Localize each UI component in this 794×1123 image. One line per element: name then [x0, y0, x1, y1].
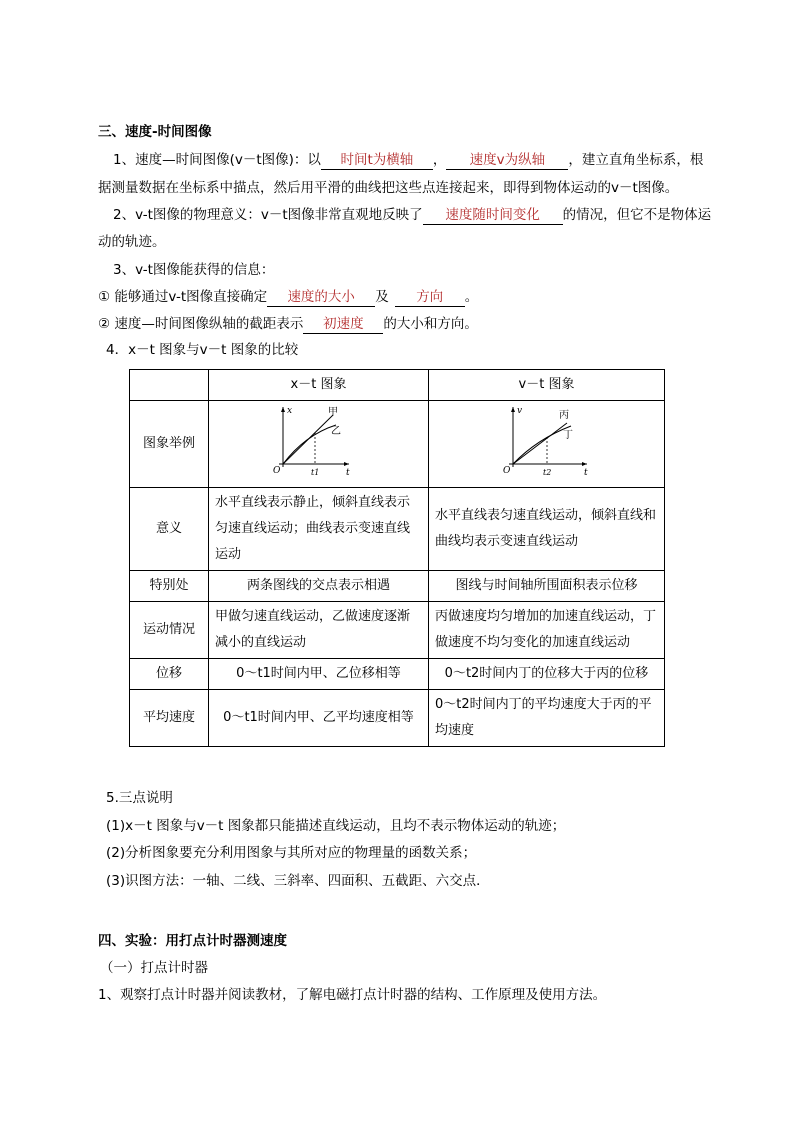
- section4-subheading: （一）打点计时器: [100, 960, 208, 976]
- xt-graph: [209, 401, 428, 477]
- cell-motion-vt: 丙做速度均匀增加的加速直线运动，丁做速度不均匀变化的加速直线运动: [429, 602, 665, 659]
- table-row: [130, 690, 665, 747]
- vt-line-bing: [513, 423, 567, 464]
- note-1: (1)x－t 图象与v－t 图象都只能描述直线运动，且均不表示物体运动的轨迹；: [106, 818, 566, 834]
- xt-origin: O: [273, 466, 281, 476]
- paragraph-3: 3、v-t图像能获得的信息：: [113, 262, 275, 278]
- answer-time-axis: 时间t为横轴: [321, 151, 433, 170]
- row-label: 意义: [130, 488, 209, 571]
- header-xt: x－t 图象: [209, 370, 429, 401]
- table-row: [130, 602, 665, 659]
- notes-title: 5.三点说明: [106, 790, 173, 806]
- row-label: 图象举例: [130, 401, 209, 488]
- paragraph-2-cont: 动的轨迹。: [98, 234, 166, 250]
- paragraph-1: 1、速度—时间图像(v－t图像)：以 时间t为横轴 ， 速度v为纵轴 ，建立直角坐标系，根: [113, 152, 704, 168]
- cell-special-vt: 图线与时间轴所围面积表示位移: [429, 571, 665, 602]
- table-corner-cell: [130, 370, 209, 401]
- row-label: 位移: [130, 659, 209, 690]
- xt-curve-yi: [283, 425, 336, 464]
- table-row: [130, 659, 665, 690]
- row-label: 特别处: [130, 571, 209, 602]
- paragraph-4: ① 能够通过v-t图像直接确定 速度的大小 及 方向 。: [98, 289, 479, 305]
- xt-x-arrow: [281, 407, 285, 412]
- section4-paragraph-1: 1、观察打点计时器并阅读教材，了解电磁打点计时器的结构、工作原理及使用方法。: [98, 987, 607, 1003]
- vt-origin: O: [503, 466, 511, 476]
- cell-motion-xt: 甲做匀速直线运动，乙做速度逐渐减小的直线运动: [209, 602, 429, 659]
- section3-heading: 三、速度-时间图像: [98, 124, 212, 140]
- paragraph-1-cont: 据测量数据在坐标系中描点，然后用平滑的曲线把这些点连接起来，即得到物体运动的v－t图像。: [98, 180, 679, 196]
- table-row: [130, 488, 665, 571]
- vt-graph: [429, 401, 664, 477]
- table-header-row: [130, 370, 665, 401]
- answer-velocity-axis: 速度v为纵轴: [446, 151, 568, 170]
- paragraph-6: 4．x－t 图象与v－t 图象的比较: [106, 342, 299, 358]
- answer-velocity-change: 速度随时间变化: [423, 206, 563, 225]
- vt-y-label: v: [517, 406, 523, 416]
- xt-x-label: t: [346, 468, 350, 477]
- row-label: 运动情况: [130, 602, 209, 659]
- vt-v-arrow: [511, 407, 515, 412]
- comparison-table: [129, 369, 665, 747]
- table-row: [130, 571, 665, 602]
- note-3: (3)识图方法：一轴、二线、三斜率、四面积、五截距、六交点．: [106, 873, 490, 889]
- graph-xt-cell: [209, 401, 429, 488]
- vt-tick: t2: [543, 468, 552, 477]
- header-vt: v－t 图象: [429, 370, 665, 401]
- cell-meaning-xt: 水平直线表示静止，倾斜直线表示匀速直线运动；曲线表示变速直线运动: [209, 488, 429, 571]
- row-label: 平均速度: [130, 690, 209, 747]
- table-row: [130, 401, 665, 488]
- cell-special-xt: 两条图线的交点表示相遇: [209, 571, 429, 602]
- xt-tick: t1: [311, 468, 320, 477]
- vt-t-arrow: [582, 462, 587, 466]
- cell-meaning-vt: 水平直线表匀速直线运动，倾斜直线和曲线均表示变速直线运动: [429, 488, 665, 571]
- graph-vt-cell: [429, 401, 665, 488]
- note-2: (2)分析图象要充分利用图象与其所对应的物理量的函数关系；: [106, 845, 477, 861]
- xt-label-jia: 甲: [328, 407, 338, 418]
- paragraph-2: 2、v-t图像的物理意义：v－t图像非常直观地反映了 速度随时间变化 的情况，但它不是物体运: [113, 207, 712, 223]
- vt-label-ding: 丁: [563, 430, 573, 441]
- xt-y-label: x: [287, 406, 293, 416]
- answer-direction: 方向: [395, 288, 465, 307]
- vt-label-bing: 丙: [559, 410, 569, 421]
- vt-x-label: t: [584, 468, 588, 477]
- xt-label-yi: 乙: [331, 426, 341, 437]
- section4-heading: 四、实验：用打点计时器测速度: [98, 933, 287, 949]
- xt-t-arrow: [344, 462, 349, 466]
- answer-initial-velocity: 初速度: [303, 315, 383, 334]
- cell-displacement-xt: 0～t1时间内甲、乙位移相等: [209, 659, 429, 690]
- cell-displacement-vt: 0～t2时间内丁的位移大于丙的位移: [429, 659, 665, 690]
- cell-avg-velocity-xt: 0～t1时间内甲、乙平均速度相等: [209, 690, 429, 747]
- paragraph-5: ② 速度—时间图像纵轴的截距表示 初速度 的大小和方向。: [98, 316, 478, 332]
- cell-avg-velocity-vt: 0～t2时间内丁的平均速度大于丙的平均速度: [429, 690, 665, 747]
- answer-speed-magnitude: 速度的大小: [267, 288, 375, 307]
